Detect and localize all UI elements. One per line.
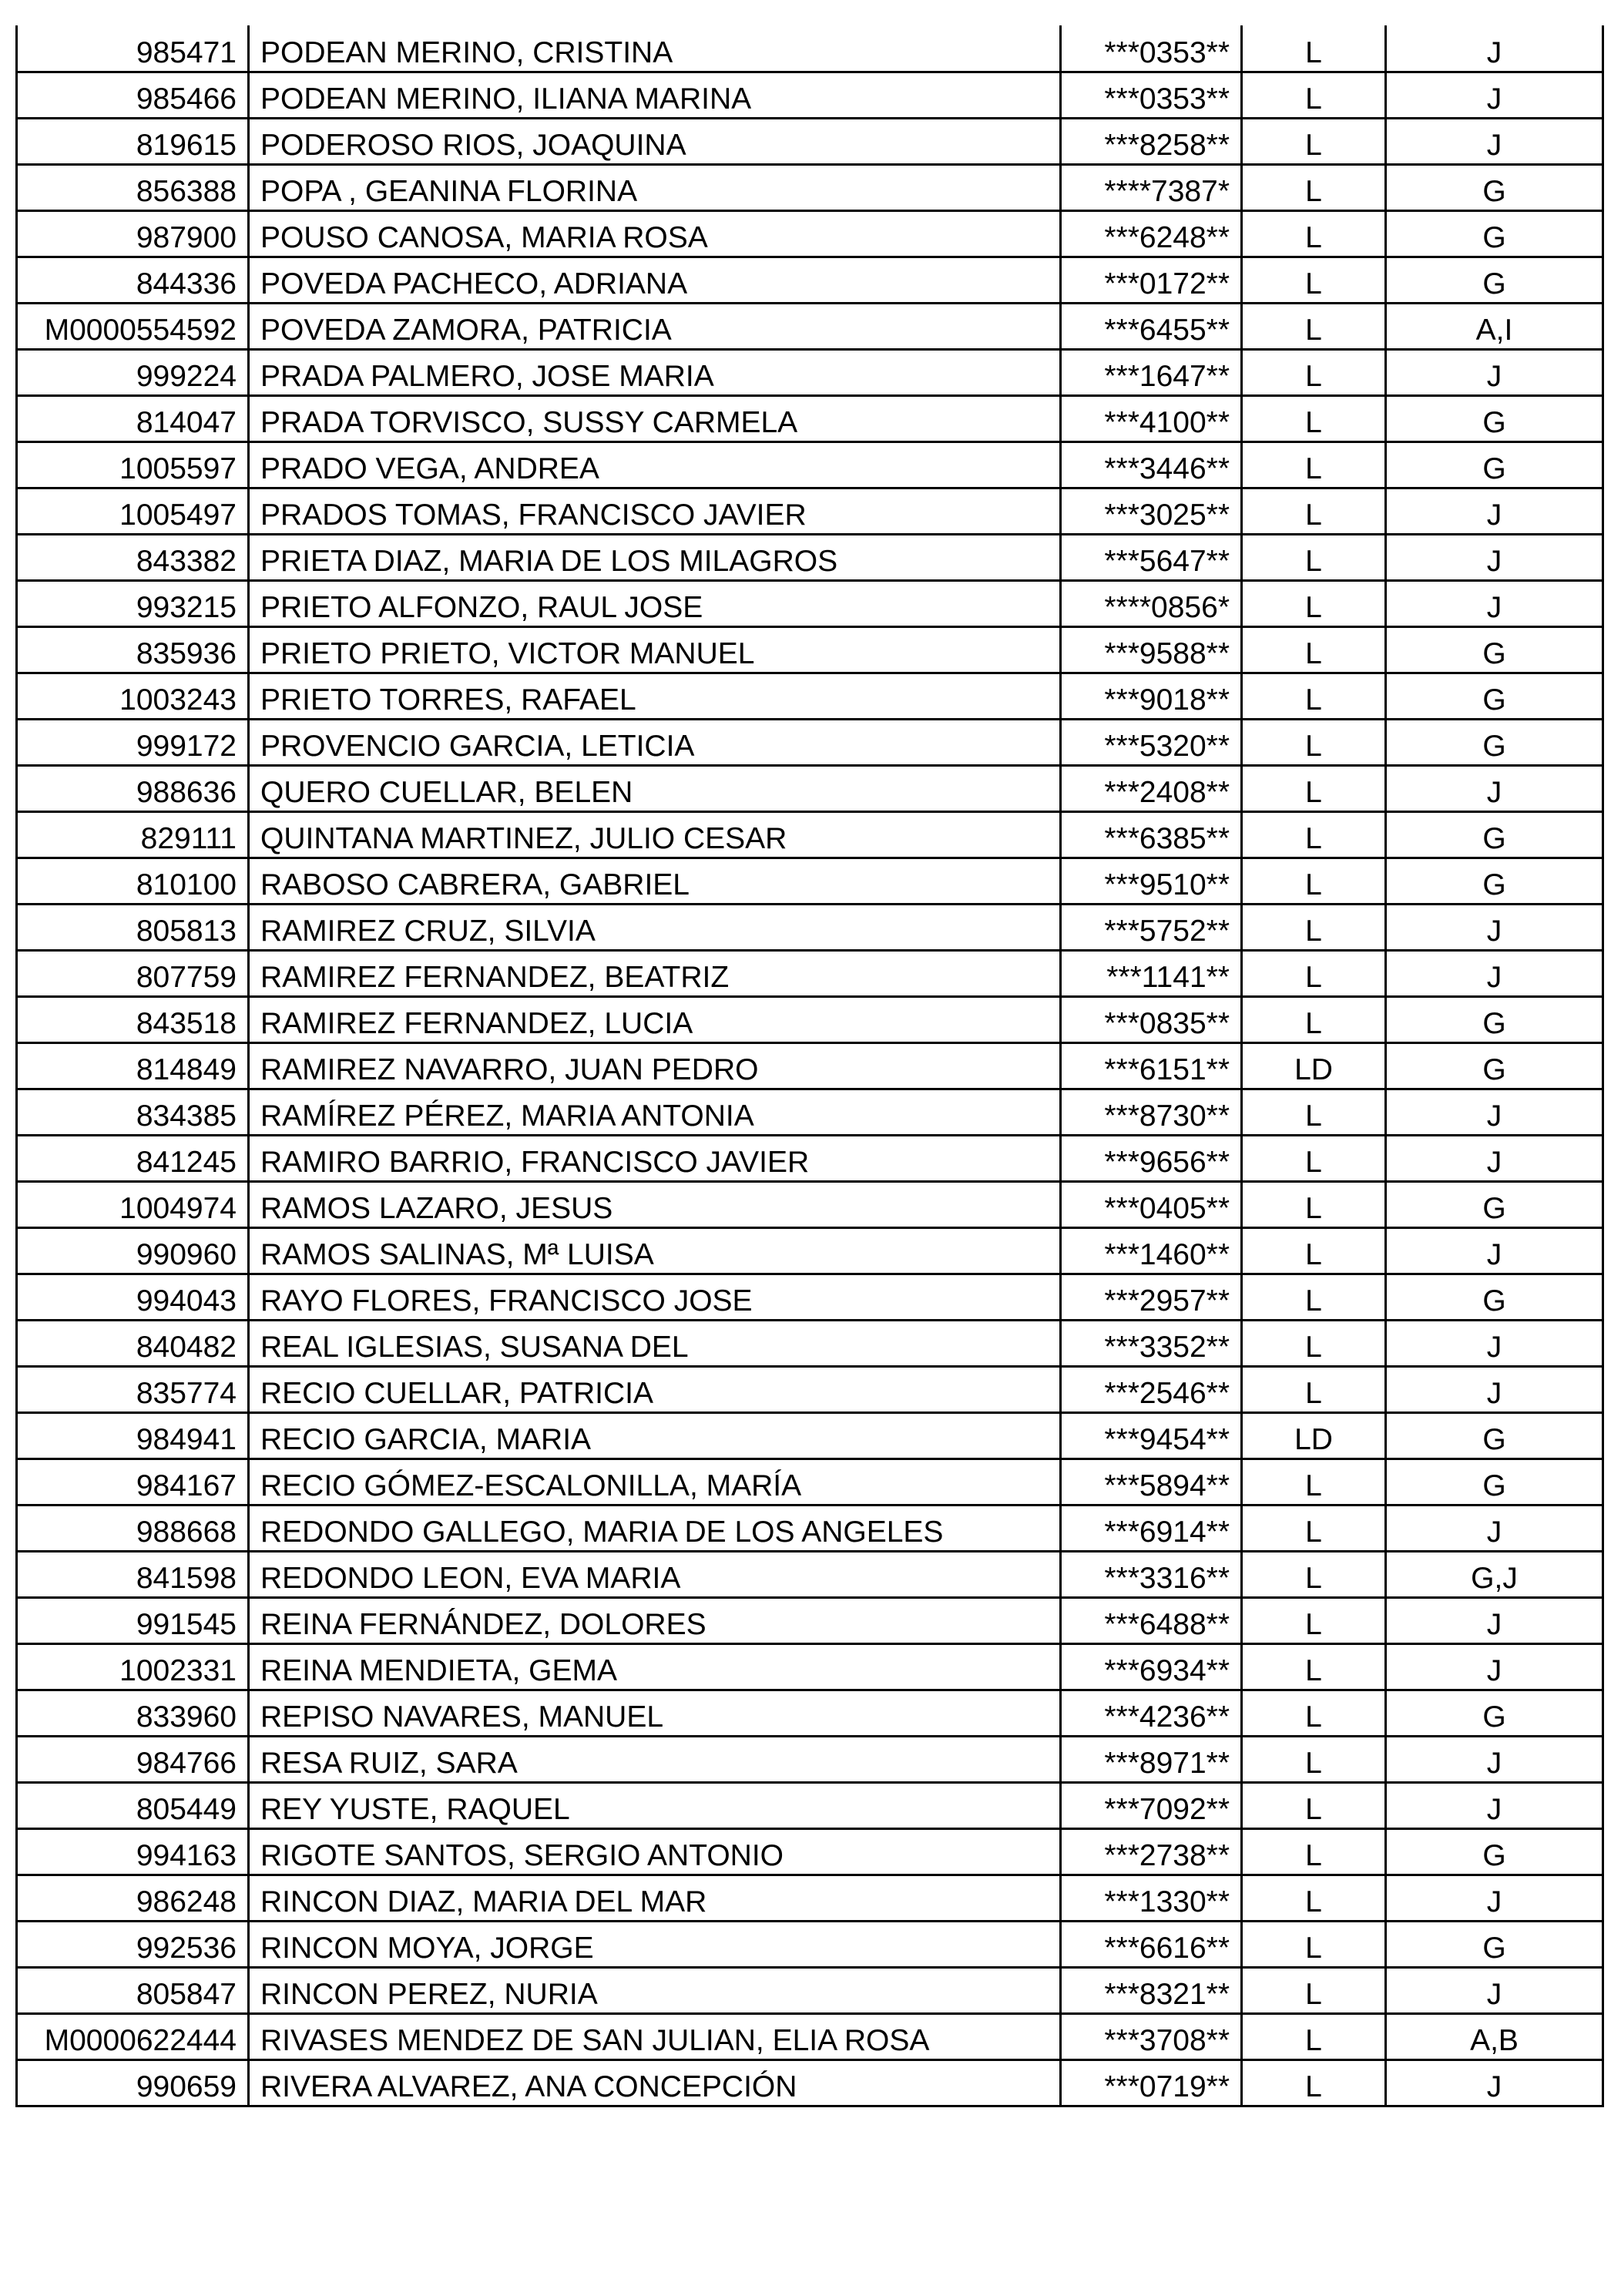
category-code-cell: G xyxy=(1386,1828,1603,1875)
person-name-cell: RINCON DIAZ, MARIA DEL MAR xyxy=(249,1875,1061,1921)
masked-document-cell: ***6151** xyxy=(1061,1042,1242,1089)
table-row xyxy=(17,1227,1603,1274)
masked-document-cell: ***8321** xyxy=(1061,1967,1242,2013)
person-name-cell: REAL IGLESIAS, SUSANA DEL xyxy=(249,1320,1061,1366)
record-id-cell: 1005597 xyxy=(17,441,249,488)
masked-document-cell: ***1460** xyxy=(1061,1227,1242,1274)
table-row xyxy=(17,996,1603,1042)
masked-document-cell: ***6248** xyxy=(1061,210,1242,257)
masked-document-cell: ***3708** xyxy=(1061,2013,1242,2059)
category-code-cell: G xyxy=(1386,441,1603,488)
category-code-cell: J xyxy=(1386,1875,1603,1921)
category-code-cell: G xyxy=(1386,395,1603,441)
masked-document-cell: ***2738** xyxy=(1061,1828,1242,1875)
type-code-cell: L xyxy=(1242,626,1386,673)
record-id-cell: 992536 xyxy=(17,1921,249,1967)
category-code-cell: G xyxy=(1386,858,1603,904)
category-code-cell: G xyxy=(1386,626,1603,673)
masked-document-cell: ***9656** xyxy=(1061,1135,1242,1181)
person-name-cell: POVEDA ZAMORA, PATRICIA xyxy=(249,303,1061,349)
person-name-cell: PRIETO PRIETO, VICTOR MANUEL xyxy=(249,626,1061,673)
type-code-cell: L xyxy=(1242,1690,1386,1736)
masked-document-cell: ***3316** xyxy=(1061,1551,1242,1597)
masked-document-cell: ***2546** xyxy=(1061,1366,1242,1412)
person-name-cell: REINA FERNÁNDEZ, DOLORES xyxy=(249,1597,1061,1643)
masked-document-cell: ***0405** xyxy=(1061,1181,1242,1227)
category-code-cell: J xyxy=(1386,904,1603,950)
category-code-cell: J xyxy=(1386,1505,1603,1551)
record-id-cell: 829111 xyxy=(17,811,249,858)
type-code-cell: L xyxy=(1242,1135,1386,1181)
person-name-cell: RECIO GARCIA, MARIA xyxy=(249,1412,1061,1458)
person-name-cell: RESA RUIZ, SARA xyxy=(249,1736,1061,1782)
person-name-cell: QUERO CUELLAR, BELEN xyxy=(249,765,1061,811)
masked-document-cell: ***3025** xyxy=(1061,488,1242,534)
table-row xyxy=(17,1274,1603,1320)
type-code-cell: L xyxy=(1242,1921,1386,1967)
table-row xyxy=(17,441,1603,488)
person-name-cell: RECIO CUELLAR, PATRICIA xyxy=(249,1366,1061,1412)
person-name-cell: PRIETO TORRES, RAFAEL xyxy=(249,673,1061,719)
category-code-cell: J xyxy=(1386,950,1603,996)
category-code-cell: J xyxy=(1386,25,1603,72)
masked-document-cell: ***9454** xyxy=(1061,1412,1242,1458)
listing-table-body xyxy=(17,25,1603,2106)
table-row xyxy=(17,1875,1603,1921)
type-code-cell: L xyxy=(1242,395,1386,441)
table-row xyxy=(17,257,1603,303)
table-row xyxy=(17,1551,1603,1597)
record-id-cell: 999172 xyxy=(17,719,249,765)
table-row xyxy=(17,673,1603,719)
masked-document-cell: ***6616** xyxy=(1061,1921,1242,1967)
table-row xyxy=(17,580,1603,626)
category-code-cell: G xyxy=(1386,1690,1603,1736)
category-code-cell: J xyxy=(1386,1736,1603,1782)
person-name-cell: PRADO VEGA, ANDREA xyxy=(249,441,1061,488)
type-code-cell: L xyxy=(1242,441,1386,488)
type-code-cell: L xyxy=(1242,1366,1386,1412)
record-id-cell: 833960 xyxy=(17,1690,249,1736)
record-id-cell: 993215 xyxy=(17,580,249,626)
category-code-cell: J xyxy=(1386,1643,1603,1690)
category-code-cell: J xyxy=(1386,2059,1603,2106)
person-name-cell: RAMOS LAZARO, JESUS xyxy=(249,1181,1061,1227)
type-code-cell: L xyxy=(1242,349,1386,395)
masked-document-cell: ***8971** xyxy=(1061,1736,1242,1782)
category-code-cell: G xyxy=(1386,1042,1603,1089)
person-name-cell: RIVASES MENDEZ DE SAN JULIAN, ELIA ROSA xyxy=(249,2013,1061,2059)
table-row xyxy=(17,1921,1603,1967)
table-row xyxy=(17,1782,1603,1828)
category-code-cell: J xyxy=(1386,1089,1603,1135)
table-row xyxy=(17,1690,1603,1736)
masked-document-cell: ***0172** xyxy=(1061,257,1242,303)
type-code-cell: L xyxy=(1242,1828,1386,1875)
type-code-cell: L xyxy=(1242,1736,1386,1782)
listing-table xyxy=(15,25,1604,2107)
record-id-cell: 1002331 xyxy=(17,1643,249,1690)
record-id-cell: 1005497 xyxy=(17,488,249,534)
type-code-cell: L xyxy=(1242,72,1386,118)
type-code-cell: L xyxy=(1242,1505,1386,1551)
record-id-cell: 819615 xyxy=(17,118,249,164)
record-id-cell: 985471 xyxy=(17,25,249,72)
table-row xyxy=(17,1366,1603,1412)
table-row xyxy=(17,811,1603,858)
person-name-cell: RINCON MOYA, JORGE xyxy=(249,1921,1061,1967)
record-id-cell: 844336 xyxy=(17,257,249,303)
person-name-cell: RABOSO CABRERA, GABRIEL xyxy=(249,858,1061,904)
type-code-cell: L xyxy=(1242,488,1386,534)
person-name-cell: PODEROSO RIOS, JOAQUINA xyxy=(249,118,1061,164)
table-row xyxy=(17,72,1603,118)
type-code-cell: L xyxy=(1242,2013,1386,2059)
category-code-cell: J xyxy=(1386,1597,1603,1643)
masked-document-cell: ***2408** xyxy=(1061,765,1242,811)
masked-document-cell: ***1647** xyxy=(1061,349,1242,395)
type-code-cell: L xyxy=(1242,858,1386,904)
type-code-cell: L xyxy=(1242,257,1386,303)
masked-document-cell: ****0856* xyxy=(1061,580,1242,626)
category-code-cell: A,B xyxy=(1386,2013,1603,2059)
category-code-cell: J xyxy=(1386,72,1603,118)
type-code-cell: L xyxy=(1242,719,1386,765)
category-code-cell: J xyxy=(1386,1366,1603,1412)
masked-document-cell: ***6488** xyxy=(1061,1597,1242,1643)
record-id-cell: 988636 xyxy=(17,765,249,811)
masked-document-cell: ***6934** xyxy=(1061,1643,1242,1690)
person-name-cell: RIGOTE SANTOS, SERGIO ANTONIO xyxy=(249,1828,1061,1875)
type-code-cell: LD xyxy=(1242,1042,1386,1089)
masked-document-cell: ***6385** xyxy=(1061,811,1242,858)
category-code-cell: G xyxy=(1386,673,1603,719)
record-id-cell: 1004974 xyxy=(17,1181,249,1227)
category-code-cell: G xyxy=(1386,719,1603,765)
type-code-cell: LD xyxy=(1242,1412,1386,1458)
person-name-cell: REDONDO GALLEGO, MARIA DE LOS ANGELES xyxy=(249,1505,1061,1551)
record-id-cell: 814849 xyxy=(17,1042,249,1089)
category-code-cell: G xyxy=(1386,1181,1603,1227)
type-code-cell: L xyxy=(1242,1782,1386,1828)
type-code-cell: L xyxy=(1242,118,1386,164)
category-code-cell: G xyxy=(1386,1412,1603,1458)
type-code-cell: L xyxy=(1242,996,1386,1042)
table-row xyxy=(17,1135,1603,1181)
type-code-cell: L xyxy=(1242,1089,1386,1135)
record-id-cell: 984766 xyxy=(17,1736,249,1782)
masked-document-cell: ***8258** xyxy=(1061,118,1242,164)
table-row xyxy=(17,1320,1603,1366)
table-row xyxy=(17,950,1603,996)
table-row xyxy=(17,1089,1603,1135)
table-row xyxy=(17,765,1603,811)
record-id-cell: 810100 xyxy=(17,858,249,904)
person-name-cell: PROVENCIO GARCIA, LETICIA xyxy=(249,719,1061,765)
person-name-cell: RIVERA ALVAREZ, ANA CONCEPCIÓN xyxy=(249,2059,1061,2106)
masked-document-cell: ***4236** xyxy=(1061,1690,1242,1736)
table-row xyxy=(17,303,1603,349)
category-code-cell: J xyxy=(1386,488,1603,534)
category-code-cell: J xyxy=(1386,1227,1603,1274)
person-name-cell: QUINTANA MARTINEZ, JULIO CESAR xyxy=(249,811,1061,858)
table-row xyxy=(17,488,1603,534)
type-code-cell: L xyxy=(1242,2059,1386,2106)
table-row xyxy=(17,349,1603,395)
type-code-cell: L xyxy=(1242,1320,1386,1366)
category-code-cell: G xyxy=(1386,811,1603,858)
table-row xyxy=(17,1597,1603,1643)
person-name-cell: RAMIREZ FERNANDEZ, LUCIA xyxy=(249,996,1061,1042)
masked-document-cell: ***1141** xyxy=(1061,950,1242,996)
record-id-cell: 1003243 xyxy=(17,673,249,719)
record-id-cell: 805449 xyxy=(17,1782,249,1828)
record-id-cell: 991545 xyxy=(17,1597,249,1643)
masked-document-cell: ***0353** xyxy=(1061,25,1242,72)
record-id-cell: 841245 xyxy=(17,1135,249,1181)
record-id-cell: 805813 xyxy=(17,904,249,950)
masked-document-cell: ***2957** xyxy=(1061,1274,1242,1320)
person-name-cell: RAMÍREZ PÉREZ, MARIA ANTONIA xyxy=(249,1089,1061,1135)
masked-document-cell: ***5647** xyxy=(1061,534,1242,580)
category-code-cell: J xyxy=(1386,765,1603,811)
record-id-cell: M0000622444 xyxy=(17,2013,249,2059)
category-code-cell: J xyxy=(1386,1135,1603,1181)
masked-document-cell: ***1330** xyxy=(1061,1875,1242,1921)
type-code-cell: L xyxy=(1242,25,1386,72)
type-code-cell: L xyxy=(1242,811,1386,858)
table-row xyxy=(17,904,1603,950)
type-code-cell: L xyxy=(1242,1227,1386,1274)
record-id-cell: 805847 xyxy=(17,1967,249,2013)
record-id-cell: 994043 xyxy=(17,1274,249,1320)
record-id-cell: 834385 xyxy=(17,1089,249,1135)
person-name-cell: RAMIREZ CRUZ, SILVIA xyxy=(249,904,1061,950)
type-code-cell: L xyxy=(1242,904,1386,950)
record-id-cell: 843382 xyxy=(17,534,249,580)
table-row xyxy=(17,1505,1603,1551)
record-id-cell: 835936 xyxy=(17,626,249,673)
person-name-cell: POPA , GEANINA FLORINA xyxy=(249,164,1061,210)
category-code-cell: G xyxy=(1386,996,1603,1042)
category-code-cell: G xyxy=(1386,164,1603,210)
masked-document-cell: ***0353** xyxy=(1061,72,1242,118)
type-code-cell: L xyxy=(1242,1551,1386,1597)
record-id-cell: 843518 xyxy=(17,996,249,1042)
category-code-cell: G xyxy=(1386,257,1603,303)
table-row xyxy=(17,1967,1603,2013)
category-code-cell: J xyxy=(1386,580,1603,626)
masked-document-cell: ***4100** xyxy=(1061,395,1242,441)
table-row xyxy=(17,534,1603,580)
record-id-cell: 814047 xyxy=(17,395,249,441)
table-row xyxy=(17,626,1603,673)
type-code-cell: L xyxy=(1242,765,1386,811)
category-code-cell: G,J xyxy=(1386,1551,1603,1597)
person-name-cell: REDONDO LEON, EVA MARIA xyxy=(249,1551,1061,1597)
table-row xyxy=(17,1412,1603,1458)
person-name-cell: RAMIREZ FERNANDEZ, BEATRIZ xyxy=(249,950,1061,996)
table-row xyxy=(17,1042,1603,1089)
type-code-cell: L xyxy=(1242,1967,1386,2013)
table-row xyxy=(17,395,1603,441)
masked-document-cell: ***7092** xyxy=(1061,1782,1242,1828)
table-row xyxy=(17,2013,1603,2059)
record-id-cell: 994163 xyxy=(17,1828,249,1875)
record-id-cell: 999224 xyxy=(17,349,249,395)
record-id-cell: 990960 xyxy=(17,1227,249,1274)
person-name-cell: REINA MENDIETA, GEMA xyxy=(249,1643,1061,1690)
masked-document-cell: ***0719** xyxy=(1061,2059,1242,2106)
masked-document-cell: ***9018** xyxy=(1061,673,1242,719)
record-id-cell: 987900 xyxy=(17,210,249,257)
person-name-cell: PRADOS TOMAS, FRANCISCO JAVIER xyxy=(249,488,1061,534)
person-name-cell: PRADA PALMERO, JOSE MARIA xyxy=(249,349,1061,395)
masked-document-cell: ***9510** xyxy=(1061,858,1242,904)
type-code-cell: L xyxy=(1242,534,1386,580)
record-id-cell: 840482 xyxy=(17,1320,249,1366)
table-row xyxy=(17,25,1603,72)
type-code-cell: L xyxy=(1242,1643,1386,1690)
record-id-cell: 835774 xyxy=(17,1366,249,1412)
person-name-cell: RAMOS SALINAS, Mª LUISA xyxy=(249,1227,1061,1274)
masked-document-cell: ***6455** xyxy=(1061,303,1242,349)
masked-document-cell: ***3352** xyxy=(1061,1320,1242,1366)
person-name-cell: RAYO FLORES, FRANCISCO JOSE xyxy=(249,1274,1061,1320)
type-code-cell: L xyxy=(1242,1875,1386,1921)
record-id-cell: 988668 xyxy=(17,1505,249,1551)
type-code-cell: L xyxy=(1242,1274,1386,1320)
category-code-cell: A,I xyxy=(1386,303,1603,349)
person-name-cell: RECIO GÓMEZ-ESCALONILLA, MARÍA xyxy=(249,1458,1061,1505)
category-code-cell: J xyxy=(1386,1320,1603,1366)
person-name-cell: PRIETO ALFONZO, RAUL JOSE xyxy=(249,580,1061,626)
record-id-cell: 985466 xyxy=(17,72,249,118)
table-row xyxy=(17,1828,1603,1875)
type-code-cell: L xyxy=(1242,673,1386,719)
masked-document-cell: ***0835** xyxy=(1061,996,1242,1042)
record-id-cell: 856388 xyxy=(17,164,249,210)
table-row xyxy=(17,1736,1603,1782)
person-name-cell: RAMIRO BARRIO, FRANCISCO JAVIER xyxy=(249,1135,1061,1181)
masked-document-cell: ***6914** xyxy=(1061,1505,1242,1551)
record-id-cell: 984167 xyxy=(17,1458,249,1505)
record-id-cell: 984941 xyxy=(17,1412,249,1458)
person-name-cell: RINCON PEREZ, NURIA xyxy=(249,1967,1061,2013)
person-name-cell: PODEAN MERINO, ILIANA MARINA xyxy=(249,72,1061,118)
table-row xyxy=(17,1458,1603,1505)
category-code-cell: G xyxy=(1386,210,1603,257)
person-name-cell: RAMIREZ NAVARRO, JUAN PEDRO xyxy=(249,1042,1061,1089)
person-name-cell: POUSO CANOSA, MARIA ROSA xyxy=(249,210,1061,257)
table-row xyxy=(17,118,1603,164)
type-code-cell: L xyxy=(1242,210,1386,257)
category-code-cell: G xyxy=(1386,1274,1603,1320)
type-code-cell: L xyxy=(1242,950,1386,996)
masked-document-cell: ****7387* xyxy=(1061,164,1242,210)
category-code-cell: G xyxy=(1386,1458,1603,1505)
masked-document-cell: ***5752** xyxy=(1061,904,1242,950)
person-name-cell: PODEAN MERINO, CRISTINA xyxy=(249,25,1061,72)
masked-document-cell: ***8730** xyxy=(1061,1089,1242,1135)
type-code-cell: L xyxy=(1242,580,1386,626)
type-code-cell: L xyxy=(1242,1181,1386,1227)
person-name-cell: REY YUSTE, RAQUEL xyxy=(249,1782,1061,1828)
record-id-cell: M0000554592 xyxy=(17,303,249,349)
category-code-cell: J xyxy=(1386,349,1603,395)
record-id-cell: 807759 xyxy=(17,950,249,996)
table-row xyxy=(17,858,1603,904)
masked-document-cell: ***5894** xyxy=(1061,1458,1242,1505)
person-name-cell: POVEDA PACHECO, ADRIANA xyxy=(249,257,1061,303)
category-code-cell: J xyxy=(1386,1782,1603,1828)
person-name-cell: PRADA TORVISCO, SUSSY CARMELA xyxy=(249,395,1061,441)
type-code-cell: L xyxy=(1242,1597,1386,1643)
record-id-cell: 990659 xyxy=(17,2059,249,2106)
table-row xyxy=(17,1181,1603,1227)
masked-document-cell: ***5320** xyxy=(1061,719,1242,765)
person-name-cell: PRIETA DIAZ, MARIA DE LOS MILAGROS xyxy=(249,534,1061,580)
masked-document-cell: ***3446** xyxy=(1061,441,1242,488)
type-code-cell: L xyxy=(1242,1458,1386,1505)
record-id-cell: 986248 xyxy=(17,1875,249,1921)
table-row xyxy=(17,164,1603,210)
type-code-cell: L xyxy=(1242,303,1386,349)
category-code-cell: J xyxy=(1386,534,1603,580)
category-code-cell: J xyxy=(1386,1967,1603,2013)
type-code-cell: L xyxy=(1242,164,1386,210)
table-row xyxy=(17,2059,1603,2106)
record-id-cell: 841598 xyxy=(17,1551,249,1597)
masked-document-cell: ***9588** xyxy=(1061,626,1242,673)
table-row xyxy=(17,210,1603,257)
table-row xyxy=(17,1643,1603,1690)
category-code-cell: J xyxy=(1386,118,1603,164)
category-code-cell: G xyxy=(1386,1921,1603,1967)
person-name-cell: REPISO NAVARES, MANUEL xyxy=(249,1690,1061,1736)
table-row xyxy=(17,719,1603,765)
